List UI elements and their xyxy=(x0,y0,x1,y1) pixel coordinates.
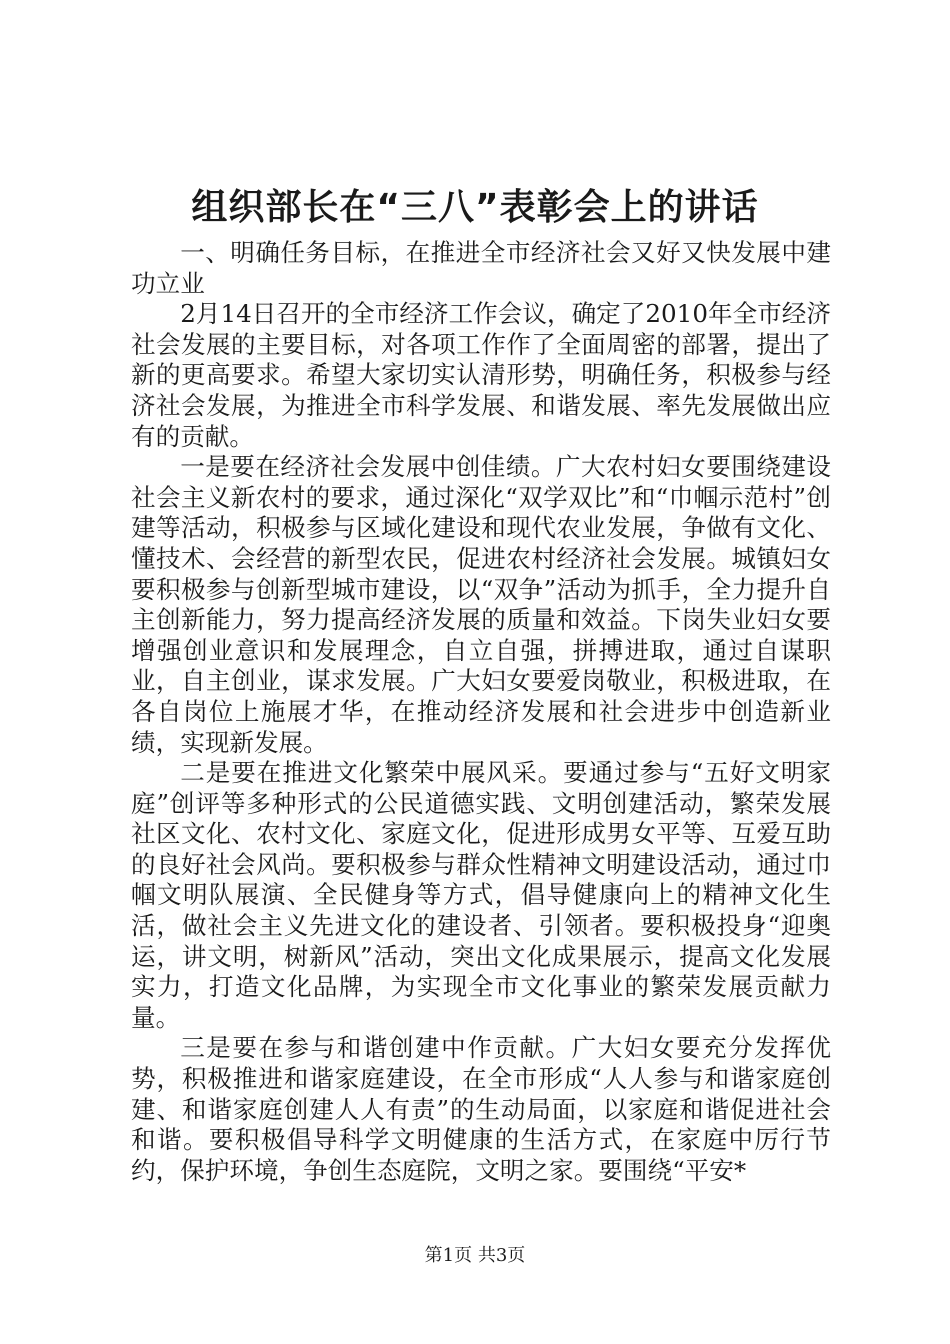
body-paragraph: 二是要在推进文化繁荣中展风采。要通过参与“五好文明家庭”创评等多种形式的公民道德实践、文明创建活动，繁荣发展社区文化、农村文化、家庭文化，促进形成男女平等、互爱互助的良好社会风尚。要积极参与群众性精神文明建设活动，通过巾帼文明队展演、全民健身等方式，倡导健康向上的精神文化生活，做社会主义先进文化的建设者、引领者。要积极投身“迎奥运，讲文明，树新风”活动，突出文化成果展示，提高文化发展实力，打造文化品牌，为实现全市文化事业的繁荣发展贡献力量。 xyxy=(131,758,831,1032)
page-footer: 第1页 共3页 xyxy=(424,1245,526,1266)
body-paragraph: 一是要在经济社会发展中创佳绩。广大农村妇女要围绕建设社会主义新农村的要求，通过深化“双学双比”和“巾帼示范村”创建等活动，积极参与区域化建设和现代农业发展，争做有文化、懂技术、会经营的新型农民，促进农村经济社会发展。城镇妇女要积极参与创新型城市建设，以“双争”活动为抓手，全力提升自主创新能力，努力提高经济发展的质量和效益。下岗失业妇女要增强创业意识和发展理念，自立自强，拼搏进取，通过自谋职业，自主创业，谋求发展。广大妇女要爱岗敬业，积极进取，在各自岗位上施展才华，在推动经济发展和社会进步中创造新业绩，实现新发展。 xyxy=(131,452,831,757)
document-title: 组织部长在“三八”表彰会上的讲话 xyxy=(191,187,759,228)
body-paragraph: 2月14日召开的全市经济工作会议，确定了2010年全市经济社会发展的主要目标，对各项工作作了全面周密的部署，提出了新的更高要求。希望大家切实认清形势，明确任务，积极参与经济社会发展，为推进全市科学发展、和谐发展、率先发展做出应有的贡献。 xyxy=(131,299,831,451)
body-paragraph: 三是要在参与和谐创建中作贡献。广大妇女要充分发挥优势，积极推进和谐家庭建设，在全市形成“人人参与和谐家庭创建、和谐家庭创建人人有责”的生动局面，以家庭和谐促进社会和谐。要积极倡导科学文明健康的生活方式，在家庭中厉行节约，保护环境，争创生态庭院，文明之家。要围绕“平安* xyxy=(131,1033,831,1185)
section-heading: 一、明确任务目标，在推进全市经济社会又好又快发展中建功立业 xyxy=(131,238,831,298)
document-body xyxy=(131,238,831,1186)
